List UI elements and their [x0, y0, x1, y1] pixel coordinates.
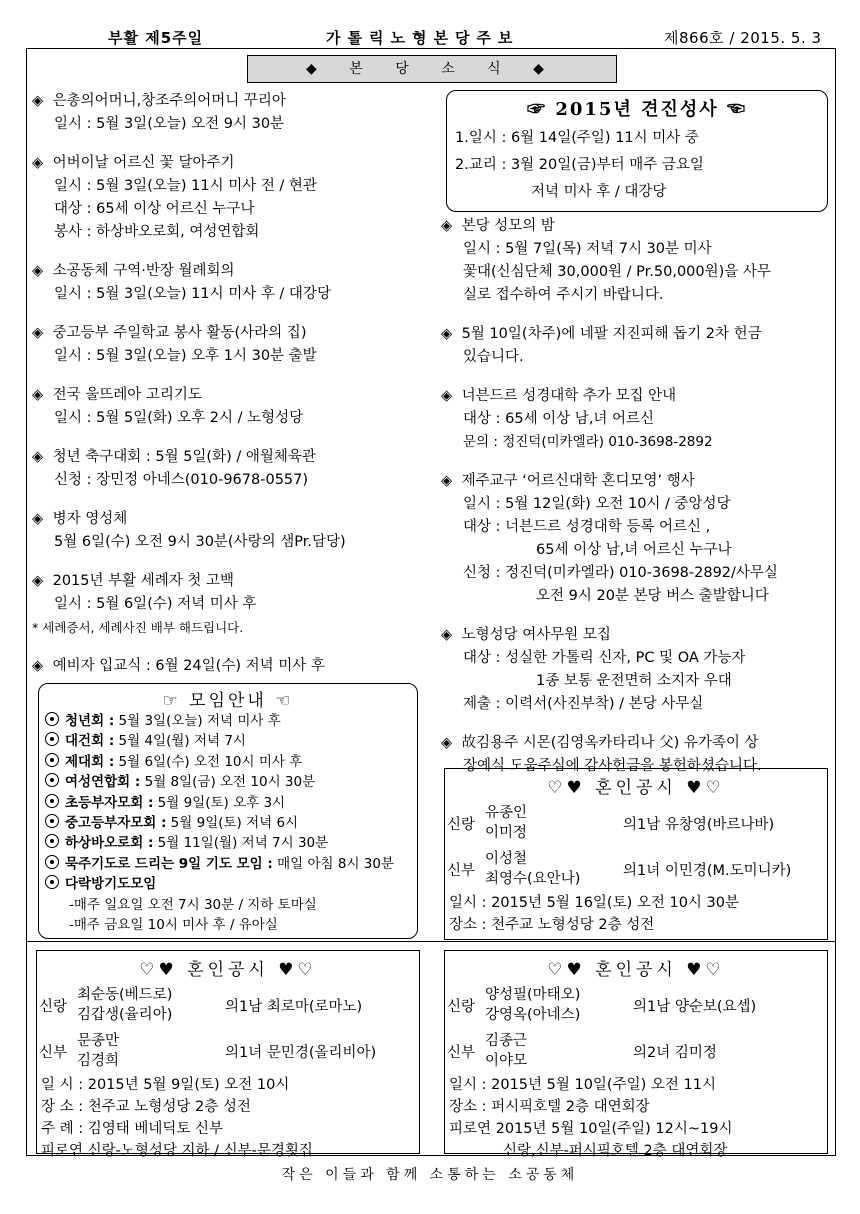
circle-bullet-icon [45, 855, 59, 869]
bride-relation: 의2녀 김미정 [633, 1044, 717, 1061]
notice-item [441, 470, 778, 608]
notice-title [32, 655, 346, 678]
notice-line: 1종 보통 운전면허 소지자 우대 [536, 673, 732, 689]
meeting-subrow: -매주 금요일 10시 미사 후 / 유아실 [69, 917, 278, 934]
notice-note: * 세례증서, 세례사진 배부 해드립니다. [32, 620, 244, 635]
notice-title [441, 624, 778, 647]
circle-bullet-icon [45, 712, 59, 726]
bride-label: 신부 [447, 1044, 476, 1061]
notice-item [441, 323, 778, 369]
circle-bullet-icon [45, 875, 59, 889]
notice-title-text: 제주교구 ‘어르신대학 혼디모영’ 행사 [461, 473, 695, 489]
meeting-row [39, 833, 417, 853]
notice-title-text: 5월 10일(차주)에 네팔 지진피해 돕기 2차 헌금 [461, 326, 762, 342]
groom-label: 신랑 [39, 998, 68, 1015]
notice-title-text: 본당 성모의 밤 [461, 218, 555, 234]
parent-name: 김갑생(율리아) [77, 1007, 173, 1023]
wedding-family-table [445, 982, 756, 1074]
wedding-title: ♡♥ 혼인공시 ♥♡ [547, 960, 725, 980]
notice-title-text: 청년 축구대회 : 5월 5일(화) / 애월체육관 [52, 449, 316, 465]
left-notices [32, 90, 346, 694]
diamond-bullet-icon: ◈ [441, 218, 453, 234]
meeting-group: 청년회 : [65, 713, 115, 729]
notice-line: 일시 : 5월 3일(오늘) 11시 미사 후 / 대강당 [54, 286, 331, 302]
wedding-info-line: 피로연 2015년 5월 10일(주일) 12시~19시 [449, 1121, 733, 1137]
notice-line: 실로 접수하여 주시기 바랍니다. [463, 287, 664, 303]
meeting-group: 중고등부자모회 : [65, 815, 167, 832]
parent-name: 김경희 [77, 1053, 120, 1069]
notice-title [441, 385, 778, 408]
groom-relation: 의1남 양순보(요셉) [633, 998, 757, 1015]
meeting-row [39, 711, 417, 731]
bride-relation: 의1녀 이민경(M.도미니카) [623, 862, 792, 879]
wedding-info-line: 일 시 : 2015년 5월 9일(토) 오전 10시 [41, 1077, 290, 1093]
wedding-info-line: 피로연 신랑-노형성당 지하 / 신부-문경횟집 [41, 1143, 313, 1159]
wedding-info-line: 장 소 : 천주교 노형성당 2층 성전 [41, 1099, 251, 1115]
notice-title-text: 전국 울뜨레아 고리기도 [52, 387, 202, 403]
wedding-title: ♡♥ 혼인공시 ♥♡ [547, 778, 725, 798]
notice-line: 신청 : 정진덕(미카엘라) 010-3698-2892/사무실 [463, 565, 778, 581]
notice-line: 꽃대(신심단체 30,000원 / Pr.50,000원)을 사무 [463, 264, 771, 280]
wedding-info-line: 일시 : 2015년 5월 10일(주일) 오전 11시 [449, 1077, 716, 1093]
notice-item [32, 655, 346, 678]
notice-item [32, 152, 346, 244]
meeting-subrow: -매주 일요일 오전 7시 30분 / 지하 토마실 [69, 896, 317, 913]
bride-parents [485, 846, 623, 892]
notice-title-text: 중고등부 주일학교 봉사 활동(사라의 집) [52, 325, 307, 341]
notice-title [32, 152, 346, 175]
meeting-group: 하상바오로회 : [65, 835, 154, 852]
notice-line: 일시 : 5월 3일(오늘) 오전 9시 30분 [54, 116, 285, 132]
notice-title-text: 은총의어머니,창조주의어머니 꾸리아 [52, 93, 286, 109]
meeting-time: 5월 9일(토) 오후 3시 [153, 794, 286, 811]
header-week: 부활 제5주일 [108, 29, 204, 47]
circle-bullet-icon [45, 834, 59, 848]
notice-title-text: 예비자 입교식 : 6월 24일(수) 저녁 미사 후 [52, 658, 325, 674]
meeting-group: 묵주기도로 드리는 9일 기도 모임 : [65, 855, 273, 872]
meeting-row [39, 731, 417, 751]
notice-line: 봉사 : 하상바오로회, 여성연합회 [54, 224, 260, 240]
confirmation-line: 1.일시 : 6월 14일(주일) 11시 미사 중 [455, 130, 699, 146]
notice-line: 일시 : 5월 6일(수) 저녁 미사 후 [54, 596, 257, 612]
meeting-row [39, 813, 417, 833]
diamond-bullet-icon: ◈ [441, 735, 453, 751]
notice-item [32, 384, 346, 430]
wedding-info-line: 신랑,신부-퍼시픽호텔 2층 대연회장 [503, 1143, 728, 1159]
meeting-row [39, 874, 417, 894]
meeting-time: 5월 9일(토) 저녁 6시 [166, 815, 299, 832]
confirmation-line: 2.교리 : 3월 20일(금)부터 매주 금요일 [455, 157, 704, 173]
bride-label: 신부 [39, 1044, 68, 1061]
notice-line: 제출 : 이력서(사진부착) / 본당 사무실 [463, 696, 704, 712]
section-banner: ◆ 본 당 소 식 ◆ [247, 55, 617, 83]
header-issue: 제866호 / 2015. 5. 3 [664, 29, 822, 47]
meeting-time: 5월 8일(금) 오전 10시 30분 [140, 774, 316, 791]
notice-title [32, 570, 346, 593]
notice-title [32, 446, 346, 469]
notice-title [32, 322, 346, 345]
bride-label: 신부 [447, 862, 476, 879]
diamond-bullet-icon: ◈ [32, 155, 44, 171]
notice-title-text: 노형성당 여사무원 모집 [461, 627, 611, 643]
meeting-list [39, 711, 417, 935]
notice-title-text: 2015년 부활 세례자 첫 고백 [52, 573, 235, 589]
meeting-row [39, 793, 417, 813]
notice-line: 대상 : 65세 이상 남,녀 어르신 [463, 411, 655, 427]
notice-item [32, 260, 346, 306]
notice-line: 장예식 도움주심에 감사헌금을 봉헌하셨습니다. [463, 758, 762, 774]
wedding-info-line: 일시 : 2015년 5월 16일(토) 오전 10시 30분 [449, 895, 740, 911]
notice-item [32, 90, 346, 136]
meeting-group: 초등부자모회 : [65, 794, 154, 811]
notice-line: 일시 : 5월 7일(목) 저녁 7시 30분 미사 [463, 241, 712, 257]
meeting-group: 제대회 : [65, 753, 115, 770]
bride-parents [485, 1028, 633, 1074]
groom-row [37, 982, 376, 1028]
diamond-bullet-icon: ◈ [441, 627, 453, 643]
meeting-group: 다락방기도모임 [65, 876, 157, 893]
bride-relation: 의1녀 문민경(올리비아) [225, 1044, 377, 1061]
parent-name: 이야모 [485, 1053, 528, 1069]
meeting-time: 5월 11일(월) 저녁 7시 30분 [153, 835, 329, 852]
notice-line: 신청 : 장민정 아네스(010-9678-0557) [54, 472, 309, 488]
diamond-bullet-icon: ◈ [32, 658, 44, 674]
diamond-bullet-icon: ◈ [32, 511, 44, 527]
groom-parents [77, 982, 225, 1028]
circle-bullet-icon [45, 753, 59, 767]
confirmation-title: ☞ 2015년 견진성사 ☜ [527, 99, 747, 120]
notice-title-text: 어버이날 어르신 꽃 달아주기 [52, 155, 235, 171]
parent-name: 최순동(베드로) [77, 987, 173, 1003]
bride-parents [77, 1028, 225, 1074]
meeting-box [38, 683, 418, 939]
confirmation-line: 저녁 미사 후 / 대강당 [531, 184, 667, 200]
wedding-info-line: 장소 : 천주교 노형성당 2층 성전 [449, 917, 655, 933]
circle-bullet-icon [45, 814, 59, 828]
diamond-bullet-icon: ◈ [32, 573, 44, 589]
groom-label: 신랑 [447, 998, 476, 1015]
wedding-family-table [445, 800, 791, 892]
notice-line: 대상 : 65세 이상 어르신 누구나 [54, 201, 255, 217]
groom-parents [485, 800, 623, 846]
bride-row [445, 1028, 756, 1074]
parent-name: 김종근 [485, 1033, 528, 1049]
meeting-row [39, 854, 417, 874]
notice-item [32, 446, 346, 492]
notice-title-text: 너븐드르 성경대학 추가 모집 안내 [461, 388, 677, 404]
right-notices [441, 215, 778, 794]
footer-slogan: 작은 이들과 함께 소통하는 소공동체 [281, 1167, 579, 1183]
notice-line: 일시 : 5월 3일(오늘) 오후 1시 30분 출발 [54, 348, 317, 364]
confirmation-box [446, 90, 828, 212]
bride-row [445, 846, 791, 892]
groom-label: 신랑 [447, 816, 476, 833]
wedding-notice-2 [36, 950, 420, 1159]
notice-item [32, 570, 346, 639]
meeting-group: 대건회 : [65, 733, 115, 750]
notice-line: 5월 6일(수) 오전 9시 30분(사랑의 샘Pr.담당) [54, 534, 346, 550]
circle-bullet-icon [45, 794, 59, 808]
parent-name: 이성철 [485, 851, 528, 867]
bride-row [37, 1028, 376, 1074]
diamond-bullet-icon: ◈ [32, 449, 44, 465]
notice-title [32, 90, 346, 113]
notice-title [441, 323, 778, 346]
wedding-notice-1 [444, 768, 828, 940]
notice-line: 일시 : 5월 3일(오늘) 11시 미사 전 / 현관 [54, 178, 317, 194]
notice-title-text: 故김용주 시몬(김영옥카타리나 父) 유가족이 상 [461, 735, 759, 751]
circle-bullet-icon [45, 732, 59, 746]
notice-line: 있습니다. [463, 349, 524, 365]
meeting-time: 5월 6일(수) 오전 10시 미사 후 [114, 753, 303, 770]
parent-name: 양성필(마태오) [485, 987, 581, 1003]
notice-line: 일시 : 5월 12일(화) 오전 10시 / 중앙성당 [463, 496, 731, 512]
wedding-family-table [37, 982, 376, 1074]
diamond-bullet-icon: ◈ [441, 326, 453, 342]
divider [26, 941, 836, 942]
notice-item [32, 508, 346, 554]
notice-line: 일시 : 5월 5일(화) 오후 2시 / 노형성당 [54, 410, 304, 426]
notice-line: 문의 : 정진덕(미카엘라) 010-3698-2892 [463, 434, 713, 450]
parent-name: 문종만 [77, 1033, 120, 1049]
groom-row [445, 982, 756, 1028]
notice-item [441, 215, 778, 307]
meeting-time: 5월 3일(오늘) 저녁 미사 후 [114, 713, 281, 729]
groom-relation: 의1남 최로마(로마노) [225, 998, 363, 1015]
notice-line: 오전 9시 20분 본당 버스 출발합니다 [536, 588, 769, 604]
groom-relation: 의1남 유창영(바르나바) [623, 816, 775, 833]
parent-name: 최영수(요안나) [485, 871, 581, 887]
parent-name: 강영옥(아네스) [485, 1007, 581, 1023]
notice-title [441, 470, 778, 493]
groom-parents [485, 982, 633, 1028]
groom-row [445, 800, 791, 846]
parent-name: 유종인 [485, 805, 528, 821]
meeting-time: 5월 4일(월) 저녁 7시 [114, 733, 246, 750]
diamond-bullet-icon: ◈ [441, 473, 453, 489]
notice-item [32, 322, 346, 368]
meeting-title: ☞ 모임안내 ☜ [162, 691, 294, 711]
notice-line: 65세 이상 남,녀 어르신 누구나 [536, 542, 732, 558]
circle-bullet-icon [45, 773, 59, 787]
diamond-bullet-icon: ◈ [32, 263, 44, 279]
wedding-info-line: 장소 : 퍼시픽호텔 2층 대연회장 [449, 1099, 650, 1115]
wedding-info-line: 주 례 : 김영태 베네딕토 신부 [41, 1121, 224, 1137]
parent-name: 이미정 [485, 825, 528, 841]
meeting-group: 여성연합회 : [65, 774, 141, 791]
diamond-bullet-icon: ◈ [32, 325, 44, 341]
notice-title [441, 215, 778, 238]
wedding-title: ♡♥ 혼인공시 ♥♡ [139, 960, 317, 980]
meeting-row [39, 752, 417, 772]
notice-title-text: 소공동체 구역·반장 월례회의 [52, 263, 235, 279]
notice-item [441, 624, 778, 716]
diamond-bullet-icon: ◈ [32, 93, 44, 109]
notice-title-text: 병자 영성체 [52, 511, 128, 527]
diamond-bullet-icon: ◈ [32, 387, 44, 403]
header-title: 가톨릭노형본당주보 [326, 29, 520, 47]
notice-title [32, 508, 346, 531]
notice-title [32, 260, 346, 283]
meeting-row [39, 772, 417, 792]
notice-title [441, 732, 778, 755]
wedding-notice-3 [444, 950, 828, 1159]
diamond-bullet-icon: ◈ [441, 388, 453, 404]
notice-line: 대상 : 너븐드르 성경대학 등록 어르신 , [463, 519, 711, 535]
meeting-time: 매일 아침 8시 30분 [272, 855, 395, 872]
notice-line: 대상 : 성실한 가톨릭 신자, PC 및 OA 가능자 [463, 650, 746, 666]
notice-item [441, 385, 778, 454]
notice-title [32, 384, 346, 407]
